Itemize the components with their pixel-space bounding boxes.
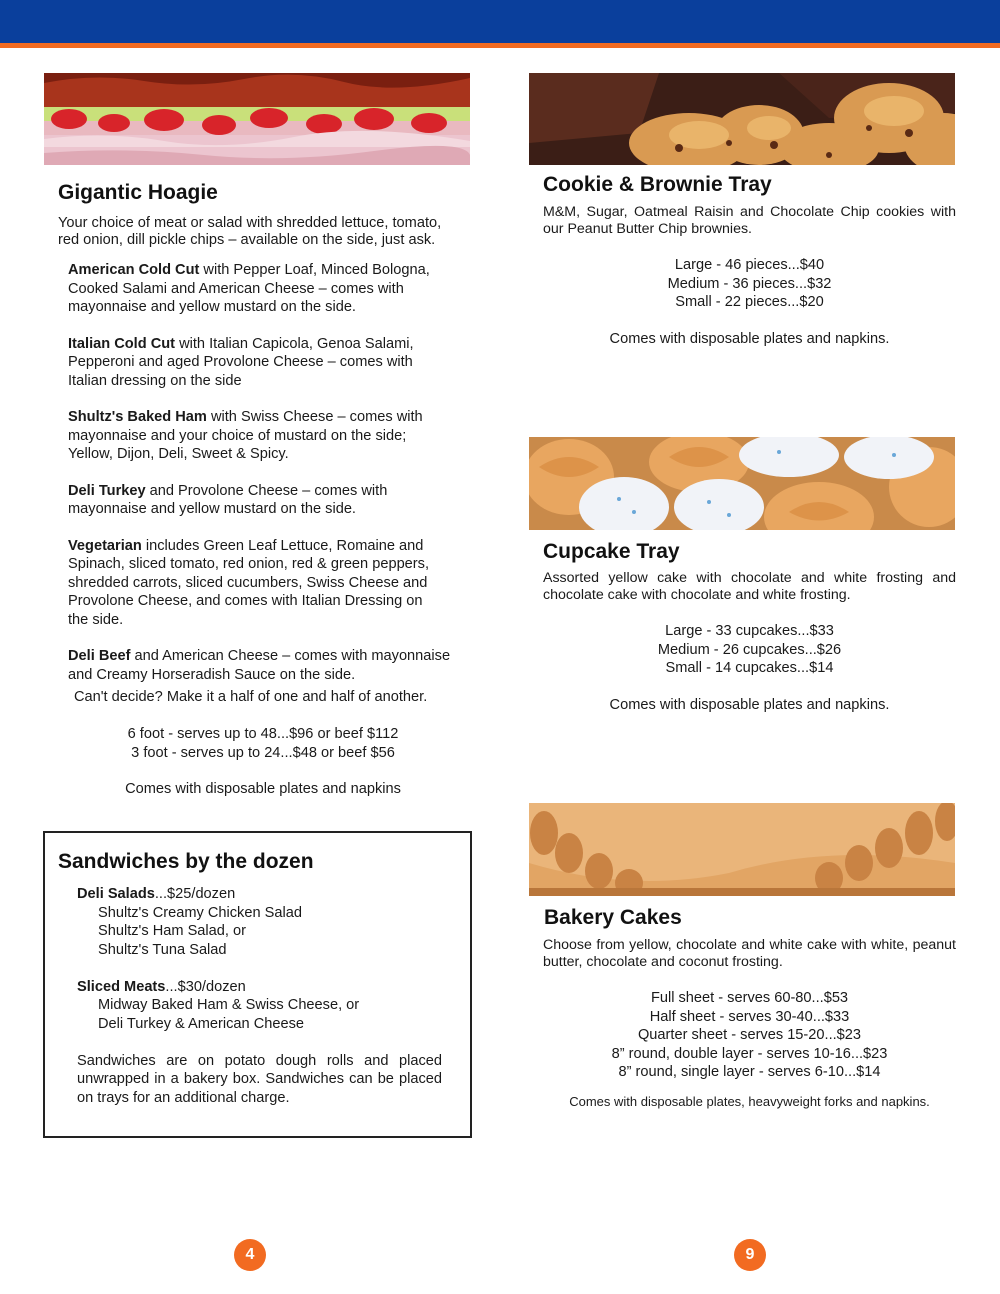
hoagie-item: Deli Turkey and Provolone Cheese – comes with mayonnaise and yellow mustard on the side. — [68, 482, 388, 517]
header-bar — [0, 0, 1000, 43]
hoagie-cant-decide: Can't decide? Make it a half of one and half of another. — [74, 689, 428, 705]
hoagie-item-list — [68, 261, 478, 684]
hoagie-note: Comes with disposable plates and napkins — [125, 781, 401, 797]
hoagie-item: Deli Beef and American Cheese – comes with mayonnaise and Creamy Horseradish Sauce on the side. — [68, 648, 451, 683]
list-item: Shultz's Creamy Chicken Salad — [98, 904, 302, 921]
cakes-note: Comes with disposable plates, heavyweight forks and napkins. — [569, 1094, 930, 1109]
hoagie-item: Vegetarian includes Green Leaf Lettuce, Romaine and Spinach, sliced tomato, red onion, red & green peppers, shredded carrots, sliced cucumbers, Swiss Cheese and Provolone Cheese, and comes with Italian Dressing on the side. — [68, 537, 430, 628]
hoagie-item: Shultz's Baked Ham with Swiss Cheese – comes with mayonnaise and your choice of mustard on the side; Yellow, Dijon, Deli, Sweet & Spicy. — [68, 409, 423, 462]
cupcake-photo — [529, 437, 955, 530]
cookie-note: Comes with disposable plates and napkins. — [609, 331, 890, 347]
cakes-prices: Full sheet - serves 60-80...$53 Half sheet - serves 30-40...$33 Quarter sheet - serves 15-20...$23 8” round, double layer - serves 10-16...$23 8” round, single layer - serves 6-10...$14 — [611, 990, 888, 1080]
list-item: Midway Baked Ham & Swiss Cheese, or — [98, 997, 360, 1013]
hoagie-item: American Cold Cut with Pepper Loaf, Minced Bologna, Cooked Salami and American Cheese – comes with mayonnaise and yellow mustard on the side. — [68, 262, 430, 315]
hoagie-intro: Your choice of meat or salad with shredded lettuce, tomato, red onion, dill pickle chips – available on the side, just ask. — [58, 215, 442, 248]
dozen-title: Sandwiches by the dozen — [58, 850, 314, 873]
cookie-prices: Large - 46 pieces...$40 Medium - 36 pieces...$32 Small - 22 pieces...$20 — [667, 257, 832, 310]
hoagie-title: Gigantic Hoagie — [58, 181, 218, 204]
cupcake-title: Cupcake Tray — [543, 540, 680, 563]
dozen-box — [43, 831, 472, 1138]
cookie-title: Cookie & Brownie Tray — [543, 173, 772, 196]
cupcake-prices: Large - 33 cupcakes...$33 Medium - 26 cupcakes...$26 Small - 14 cupcakes...$14 — [657, 623, 842, 676]
cakes-desc: Choose from yellow, chocolate and white cake with white, peanut butter, chocolate and coconut frosting. — [543, 937, 956, 970]
list-item: Shultz's Tuna Salad — [98, 941, 227, 958]
hoagie-item: Italian Cold Cut with Italian Capicola, Genoa Salami, Pepperoni and aged Provolone Cheese – comes with Italian dressing on the side — [68, 335, 414, 389]
list-item: Shultz's Ham Salad, or — [98, 923, 246, 939]
sliced-meats-heading: Sliced Meats...$30/dozen — [77, 978, 246, 995]
cookie-brownie-photo — [529, 73, 955, 165]
page-number-left: 4 — [234, 1239, 266, 1271]
page-number-right: 9 — [734, 1239, 766, 1271]
cake-frosting-photo — [529, 803, 955, 896]
hoagie-prices: 6 foot - serves up to 48...$96 or beef $112 3 foot - serves up to 24...$48 or beef $56 — [127, 726, 399, 761]
cupcake-note: Comes with disposable plates and napkins. — [609, 697, 890, 713]
list-item: Deli Turkey & American Cheese — [98, 1015, 305, 1032]
dozen-list — [77, 885, 442, 1107]
hoagie-photo — [44, 73, 470, 165]
deli-salads-heading: Deli Salads...$25/dozen — [77, 886, 236, 902]
cakes-title: Bakery Cakes — [544, 906, 682, 929]
dozen-footer: Sandwiches are on potato dough rolls and placed unwrapped in a bakery box. Sandwiches can be placed on trays for an additional charge. — [77, 1052, 442, 1106]
header-stripe — [0, 43, 1000, 48]
cookie-desc: M&M, Sugar, Oatmeal Raisin and Chocolate Chip cookies with our Peanut Butter Chip brownies. — [543, 204, 956, 237]
cupcake-desc: Assorted yellow cake with chocolate and white frosting and chocolate cake with chocolate and white frosting. — [543, 570, 956, 603]
